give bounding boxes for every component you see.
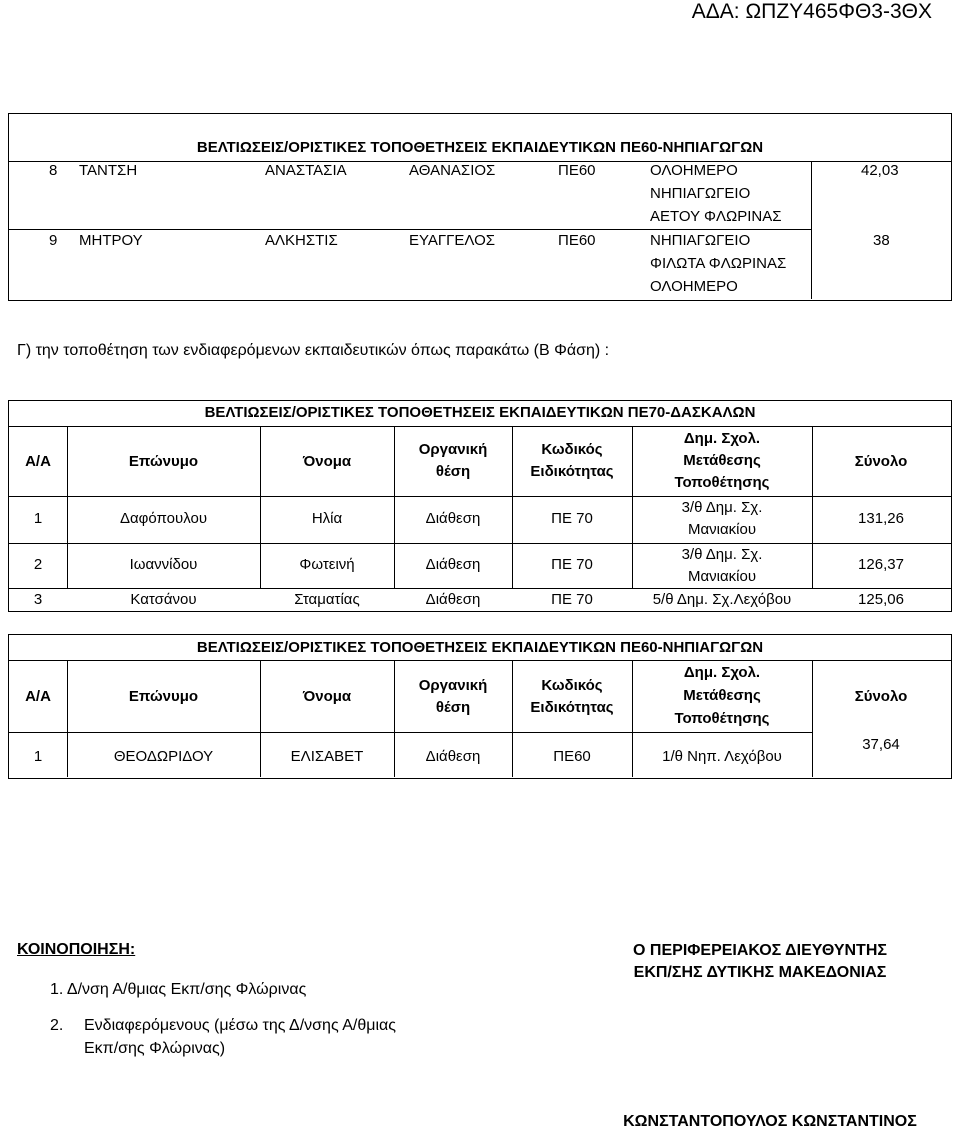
row-school-line: ΟΛΟΗΜΕΡΟ xyxy=(650,278,738,295)
row-surname: Δαφόπουλου xyxy=(119,510,208,527)
row-school-line: ΝΗΠΙΑΓΩΓΕΙΟ xyxy=(650,185,751,202)
row-total: 131,26 xyxy=(858,510,904,527)
row-code: ΠΕ60 xyxy=(553,748,591,765)
row-total: 37,64 xyxy=(862,736,900,753)
row-code: ΠΕ 70 xyxy=(551,591,593,608)
header-school-line2: Μετάθεσης xyxy=(683,452,761,469)
row-name: Ηλία xyxy=(311,510,343,527)
row-surname: Κατσάνου xyxy=(130,591,197,608)
header-aa: Α/Α xyxy=(25,453,51,470)
row-school-line2: Μανιακίου xyxy=(687,521,757,538)
header-name: Όνομα xyxy=(302,688,352,705)
row-specialty: ΠΕ60 xyxy=(558,232,596,249)
signatory-name: ΚΩΝΣΤΑΝΤΟΠΟΥΛΟΣ ΚΩΝΣΤΑΝΤΙΝΟΣ xyxy=(623,1113,917,1130)
row-org: Διάθεση xyxy=(425,556,481,573)
header-school-line2: Μετάθεσης xyxy=(683,687,761,704)
koinopoiisi-heading: ΚΟΙΝΟΠΟΙΗΣΗ: xyxy=(17,941,136,958)
header-surname: Επώνυμο xyxy=(128,453,199,470)
director-title-line1: Ο ΠΕΡΙΦΕΡΕΙΑΚΟΣ ΔΙΕΥΘΥΝΤΗΣ xyxy=(633,942,887,959)
table-divider xyxy=(8,229,812,230)
row-school-line1: 3/θ Δημ. Σχ. xyxy=(681,499,763,516)
header-total: Σύνολο xyxy=(854,453,908,470)
distribution-item-line: Ενδιαφερόμενους (μέσω της Δ/νσης Α/θμιας xyxy=(84,1017,396,1034)
row-surname: Ιωαννίδου xyxy=(129,556,198,573)
row-father-name: ΕΥΑΓΓΕΛΟΣ xyxy=(409,232,496,249)
row-school-line: ΝΗΠΙΑΓΩΓΕΙΟ xyxy=(650,232,751,249)
row-father-name: ΑΘΑΝΑΣΙΟΣ xyxy=(409,162,496,179)
row-aa: 3 xyxy=(33,591,43,608)
row-surname: ΤΑΝΤΣΗ xyxy=(79,162,138,179)
row-total: 42,03 xyxy=(861,162,899,179)
header-school-line3: Τοποθέτησης xyxy=(674,710,770,727)
table-divider xyxy=(812,660,813,777)
header-aa: Α/Α xyxy=(25,688,51,705)
header-school-line1: Δημ. Σχολ. xyxy=(683,430,761,447)
header-org-line2: θέση xyxy=(435,463,471,480)
row-org: Διάθεση xyxy=(425,591,481,608)
header-school-line3: Τοποθέτησης xyxy=(674,474,770,491)
header-total: Σύνολο xyxy=(854,688,908,705)
row-school: 1/θ Νηπ. Λεχόβου xyxy=(662,748,782,765)
row-name: ΑΛΚΗΣΤΙΣ xyxy=(265,232,338,249)
intro-paragraph: Γ) την τοποθέτηση των ενδιαφερόμενων εκπαιδευτικών όπως παρακάτω (Β Φάση) : xyxy=(17,342,610,359)
row-name: ΑΝΑΣΤΑΣΙΑ xyxy=(265,162,347,179)
row-org: Διάθεση xyxy=(425,510,481,527)
ada-code: ΑΔΑ: ΩΠΖΥ465ΦΘ3-3ΘΧ xyxy=(691,0,932,23)
row-total: 38 xyxy=(873,232,890,249)
row-surname: ΜΗΤΡΟΥ xyxy=(79,232,143,249)
table-divider xyxy=(8,732,813,733)
row-name: Σταματίας xyxy=(294,591,360,608)
distribution-item: 1. Δ/νση Α/θμιας Εκπ/σης Φλώρινας xyxy=(50,981,307,998)
row-school-line: ΦΙΛΩΤΑ ΦΛΩΡΙΝΑΣ xyxy=(650,255,787,272)
header-code-line2: Ειδικότητας xyxy=(530,699,614,716)
header-school-line1: Δημ. Σχολ. xyxy=(683,664,761,681)
row-school-line: ΟΛΟΗΜΕΡΟ xyxy=(650,162,738,179)
distribution-item-number: 2. xyxy=(50,1017,64,1034)
row-aa: 1 xyxy=(33,748,43,765)
table-title: ΒΕΛΤΙΩΣΕΙΣ/ΟΡΙΣΤΙΚΕΣ ΤΟΠΟΘΕΤΗΣΕΙΣ ΕΚΠΑΙΔΕΥΤΙΚΩΝ ΠΕ70-ΔΑΣΚΑΛΩΝ xyxy=(204,404,756,421)
header-surname: Επώνυμο xyxy=(128,688,199,705)
header-org-line1: Οργανική xyxy=(418,677,488,694)
table-title: ΒΕΛΤΙΩΣΕΙΣ/ΟΡΙΣΤΙΚΕΣ ΤΟΠΟΘΕΤΗΣΕΙΣ ΕΚΠΑΙΔΕΥΤΙΚΩΝ ΠΕ60-ΝΗΠΙΑΓΩΓΩΝ xyxy=(196,639,764,656)
row-code: ΠΕ 70 xyxy=(551,556,593,573)
row-code: ΠΕ 70 xyxy=(551,510,593,527)
row-specialty: ΠΕ60 xyxy=(558,162,596,179)
row-org: Διάθεση xyxy=(425,748,481,765)
row-school-line2: Μανιακίου xyxy=(687,568,757,585)
row-school-line1: 3/θ Δημ. Σχ. xyxy=(681,546,763,563)
row-school-line: ΑΕΤΟΥ ΦΛΩΡΙΝΑΣ xyxy=(650,208,782,225)
row-aa: 1 xyxy=(33,510,43,527)
header-code-line1: Κωδικός xyxy=(541,441,603,458)
row-total: 126,37 xyxy=(858,556,904,573)
table-title: ΒΕΛΤΙΩΣΕΙΣ/ΟΡΙΣΤΙΚΕΣ ΤΟΠΟΘΕΤΗΣΕΙΣ ΕΚΠΑΙΔΕΥΤΙΚΩΝ ΠΕ60-ΝΗΠΙΑΓΩΓΩΝ xyxy=(196,139,764,156)
table-divider xyxy=(8,426,951,427)
header-org-line2: θέση xyxy=(435,699,471,716)
row-name: Φωτεινή xyxy=(299,556,355,573)
header-name: Όνομα xyxy=(302,453,352,470)
row-aa: 8 xyxy=(49,162,58,179)
distribution-item-line: Εκπ/σης Φλώρινας) xyxy=(84,1040,226,1057)
header-org-line1: Οργανική xyxy=(418,441,488,458)
row-aa: 9 xyxy=(49,232,58,249)
row-school-line1: 5/θ Δημ. Σχ.Λεχόβου xyxy=(652,591,792,608)
row-surname: ΘΕΟΔΩΡΙΔΟΥ xyxy=(113,748,214,765)
header-code-line2: Ειδικότητας xyxy=(530,463,614,480)
table-divider xyxy=(811,161,812,299)
director-title-line2: ΕΚΠ/ΣΗΣ ΔΥΤΙΚΗΣ ΜΑΚΕΔΟΝΙΑΣ xyxy=(633,964,887,981)
row-aa: 2 xyxy=(33,556,43,573)
row-total: 125,06 xyxy=(858,591,904,608)
header-code-line1: Κωδικός xyxy=(541,677,603,694)
row-name: ΕΛΙΣΑΒΕΤ xyxy=(290,748,364,765)
table-divider xyxy=(8,660,951,661)
